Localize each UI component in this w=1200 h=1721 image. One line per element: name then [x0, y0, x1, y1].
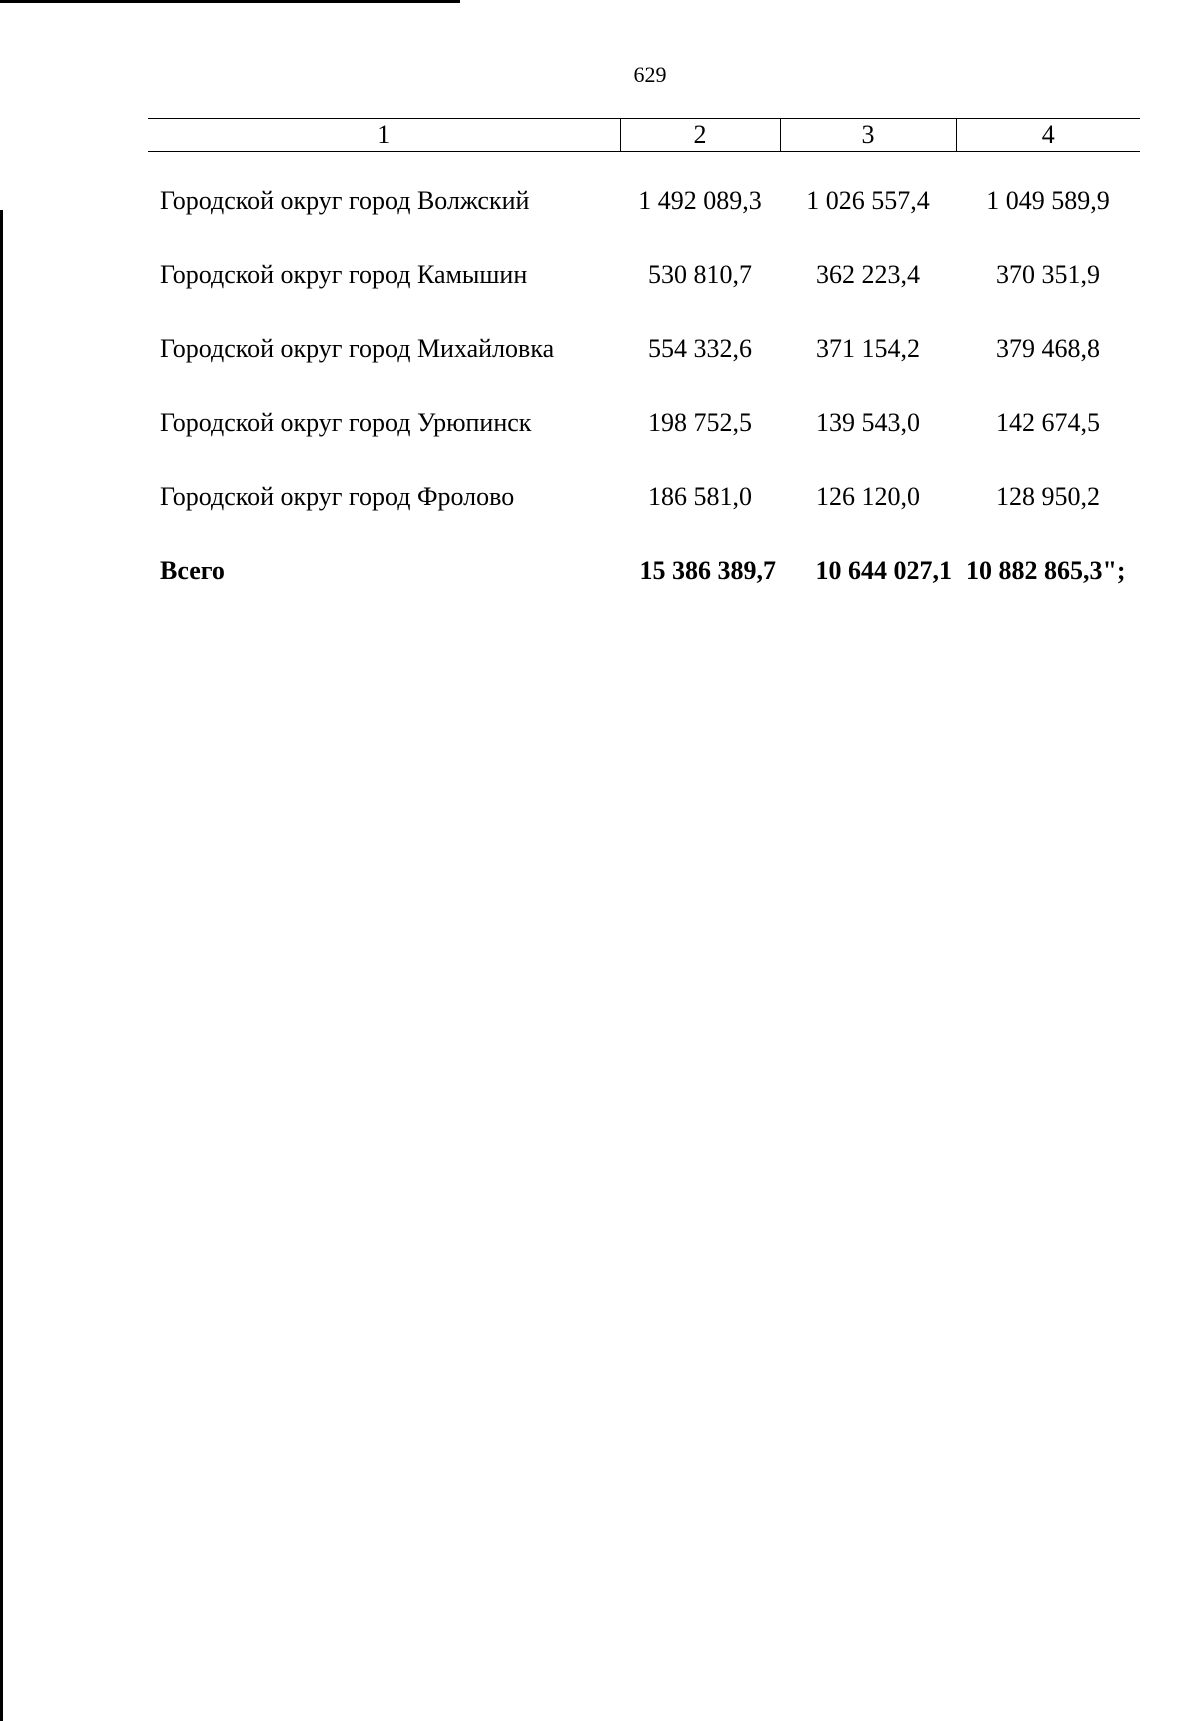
total-value-col4: 10 882 865,3";: [966, 556, 1126, 585]
row-value-col2: 186 581,0: [648, 482, 752, 511]
row-value-col2: 198 752,5: [648, 408, 752, 437]
column-header-3: 3: [780, 119, 956, 152]
row-name: Городской округ город Камышин: [160, 260, 528, 289]
table-row: [148, 460, 1140, 534]
scan-artifact-left-edge: [0, 210, 3, 1721]
page-number: 629: [633, 62, 667, 87]
table-row: [148, 152, 1140, 239]
row-value-col4: 142 674,5: [996, 408, 1100, 437]
row-name: Городской округ город Фролово: [160, 482, 515, 511]
row-value-col3: 126 120,0: [816, 482, 920, 511]
row-value-col4: 128 950,2: [996, 482, 1100, 511]
budget-table: [148, 118, 1140, 608]
row-name: Городской округ город Михайловка: [160, 334, 555, 363]
total-row: [148, 534, 1140, 608]
column-header-4: 4: [956, 119, 1140, 152]
row-name: Городской округ город Волжский: [160, 186, 530, 215]
row-name: Городской округ город Урюпинск: [160, 408, 532, 437]
total-value-col2: 15 386 389,7: [639, 556, 776, 585]
row-value-col2: 554 332,6: [648, 334, 752, 363]
row-value-col3: 362 223,4: [816, 260, 920, 289]
row-value-col3: 371 154,2: [816, 334, 920, 363]
scan-artifact-top-line: [0, 0, 460, 3]
table-row: [148, 386, 1140, 460]
row-value-col4: 379 468,8: [996, 334, 1100, 363]
table-header: [148, 119, 1140, 152]
row-value-col4: 1 049 589,9: [986, 186, 1110, 215]
table-row: [148, 238, 1140, 312]
total-value-col3: 10 644 027,1: [815, 556, 952, 585]
row-value-col3: 1 026 557,4: [806, 186, 930, 215]
total-label: Всего: [160, 556, 225, 585]
row-value-col4: 370 351,9: [996, 260, 1100, 289]
header-row: [148, 119, 1140, 152]
table-row: [148, 312, 1140, 386]
row-value-col3: 139 543,0: [816, 408, 920, 437]
column-header-1: 1: [148, 119, 620, 152]
row-value-col2: 1 492 089,3: [638, 186, 762, 215]
table-body: [148, 152, 1140, 609]
row-value-col2: 530 810,7: [648, 260, 752, 289]
column-header-2: 2: [620, 119, 780, 152]
